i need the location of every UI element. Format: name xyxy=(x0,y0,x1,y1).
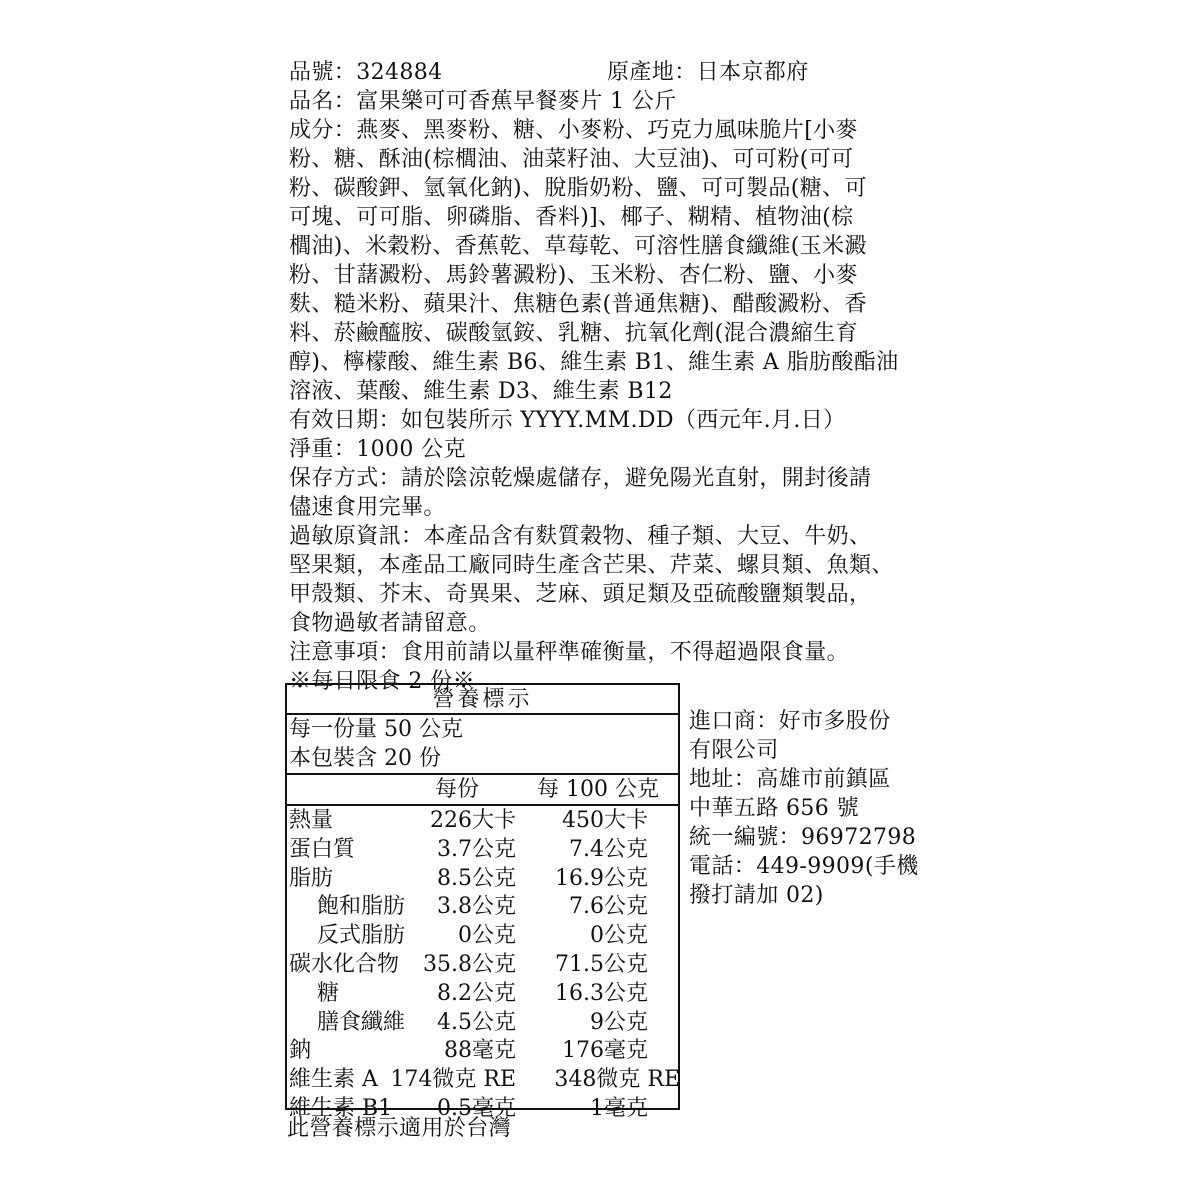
ingredients-line: 成分：燕麥、黑麥粉、糖、小麥粉、巧克力風味脆片[小麥 xyxy=(289,118,858,143)
taiwan-applicability-note: 此營養標示適用於台灣 xyxy=(287,1116,512,1141)
nutrient-per-100g: 16.3公克 xyxy=(555,980,648,1006)
product-name: 品名：富果樂可可香蕉早餐麥片 1 公斤 xyxy=(289,89,677,114)
ingredients-line: 櫚油)、米穀粉、香蕉乾、草莓乾、可溶性膳食纖維(玉米澱 xyxy=(289,234,867,259)
nutrient-per-serving: 3.7公克 xyxy=(437,836,516,862)
allergen-line: 甲殼類、芥末、奇異果、芝麻、頭足類及亞硫酸鹽類製品， xyxy=(289,582,872,607)
nutrient-per-serving: 3.8公克 xyxy=(437,894,516,920)
nutrient-per-serving: 35.8公克 xyxy=(423,951,516,977)
nutrient-name: 蛋白質 xyxy=(289,836,356,862)
net-weight: 淨重：1000 公克 xyxy=(289,437,466,462)
column-header-per-serving: 每份 xyxy=(435,777,480,802)
nutrition-column-headers xyxy=(287,775,678,806)
allergen-line: 食物過敏者請留意。 xyxy=(289,611,491,636)
nutrient-per-serving: 88毫克 xyxy=(444,1038,516,1064)
nutrient-name: 維生素 B1 xyxy=(289,1095,393,1121)
nutrient-per-serving: 0.5毫克 xyxy=(437,1095,516,1121)
nutrient-name: 膳食纖維 xyxy=(317,1009,406,1035)
nutrient-per-100g: 450大卡 xyxy=(562,808,648,833)
nutrient-name: 碳水化合物 xyxy=(289,951,400,977)
nutrient-per-serving: 4.5公克 xyxy=(437,1009,516,1035)
item-number: 品號：324884 xyxy=(289,60,443,85)
nutrient-per-100g: 1毫克 xyxy=(590,1095,648,1121)
nutrient-per-100g: 176毫克 xyxy=(562,1038,648,1064)
importer-line: 電話：449-9909(手機 xyxy=(689,854,919,879)
nutrient-row-vitamin-a xyxy=(287,1065,678,1094)
nutrient-row-dietary-fiber xyxy=(287,1008,678,1037)
nutrient-name: 熱量 xyxy=(289,808,334,833)
importer-line: 統一編號：96972798 xyxy=(689,825,917,850)
ingredients-line: 麩、糙米粉、蘋果汁、焦糖色素(普通焦糖)、醋酸澱粉、香 xyxy=(289,292,867,317)
nutrient-per-100g: 7.6公克 xyxy=(569,894,648,920)
column-header-per-100g: 每 100 公克 xyxy=(537,777,659,802)
storage-line: 保存方式：請於陰涼乾燥處儲存，避免陽光直射，開封後請 xyxy=(289,466,872,491)
nutrient-per-100g: 71.5公克 xyxy=(555,951,648,977)
nutrient-name: 鈉 xyxy=(289,1038,312,1064)
nutrient-name: 飽和脂肪 xyxy=(317,894,406,920)
nutrient-rows xyxy=(287,806,678,1123)
nutrient-name: 反式脂肪 xyxy=(317,923,406,949)
daily-limit-note: ※每日限食 2 份※ xyxy=(289,669,475,694)
ingredients-line: 料、菸鹼醯胺、碳酸氫銨、乳糖、抗氧化劑(混合濃縮生育 xyxy=(289,321,858,346)
ingredients-line: 粉、甘藷澱粉、馬鈴薯澱粉)、玉米粉、杏仁粉、鹽、小麥 xyxy=(289,263,858,288)
allergen-line: 堅果類，本產品工廠同時生產含芒果、芹菜、螺貝類、魚類、 xyxy=(289,553,894,578)
importer-info xyxy=(689,707,929,910)
nutrition-facts-table xyxy=(285,683,680,1121)
nutrient-per-serving: 226大卡 xyxy=(430,808,516,833)
nutrient-per-100g: 7.4公克 xyxy=(569,836,648,862)
serving-size: 每一份量 50 公克 xyxy=(289,717,463,742)
nutrient-row-saturated-fat xyxy=(287,892,678,921)
nutrition-title: 營養標示 xyxy=(287,685,678,715)
servings-per-pack: 本包裝含 20 份 xyxy=(287,744,678,775)
expiry-date: 有效日期：如包裝所示 YYYY.MM.DD（西元年.月.日） xyxy=(289,408,846,433)
nutrient-per-100g: 0公克 xyxy=(590,923,648,949)
nutrient-row-sodium xyxy=(287,1036,678,1065)
storage-line: 儘速食用完畢。 xyxy=(289,495,446,520)
nutrient-row-protein xyxy=(287,835,678,864)
allergen-line: 過敏原資訊：本產品含有麩質穀物、種子類、大豆、牛奶、 xyxy=(289,524,872,549)
nutrient-name: 糖 xyxy=(317,980,340,1006)
ingredients-line: 溶液、葉酸、維生素 D3、維生素 B12 xyxy=(289,379,673,404)
nutrient-name: 脂肪 xyxy=(289,865,334,891)
nutrient-row-trans-fat xyxy=(287,921,678,950)
caution-note: 注意事項：食用前請以量秤準確衡量，不得超過限食量。 xyxy=(289,640,850,665)
importer-line: 進口商：好市多股份 xyxy=(689,709,891,734)
nutrient-per-serving: 0公克 xyxy=(458,923,516,949)
nutrient-row-energy xyxy=(287,806,678,835)
ingredients-line: 醇)、檸檬酸、維生素 B6、維生素 B1、維生素 A 脂肪酸酯油 xyxy=(289,350,899,375)
importer-line: 地址：高雄市前鎮區 xyxy=(689,767,891,792)
nutrient-per-serving: 8.5公克 xyxy=(437,865,516,891)
product-info-block xyxy=(289,58,929,696)
origin: 原產地：日本京都府 xyxy=(607,60,809,85)
nutrient-name: 維生素 A xyxy=(289,1067,378,1093)
nutrient-per-100g: 348微克 RE xyxy=(554,1067,680,1093)
nutrient-per-serving: 8.2公克 xyxy=(437,980,516,1006)
nutrient-row-sugar xyxy=(287,979,678,1008)
ingredients-line: 可塊、可可脂、卵磷脂、香料)]、椰子、糊精、植物油(棕 xyxy=(289,205,854,230)
ingredients-line: 粉、糖、酥油(棕櫚油、油菜籽油、大豆油)、可可粉(可可 xyxy=(289,147,854,172)
importer-line: 中華五路 656 號 xyxy=(689,796,859,821)
nutrient-row-carbohydrate xyxy=(287,950,678,979)
nutrient-per-serving: 174微克 RE xyxy=(390,1067,516,1093)
importer-line: 撥打請加 02) xyxy=(689,883,824,908)
importer-line: 有限公司 xyxy=(689,738,779,763)
item-number-row xyxy=(289,58,929,87)
nutrient-per-100g: 16.9公克 xyxy=(555,865,648,891)
ingredients-line: 粉、碳酸鉀、氫氧化鈉)、脫脂奶粉、鹽、可可製品(糖、可 xyxy=(289,176,867,201)
nutrient-per-100g: 9公克 xyxy=(590,1009,648,1035)
nutrient-row-fat xyxy=(287,864,678,893)
